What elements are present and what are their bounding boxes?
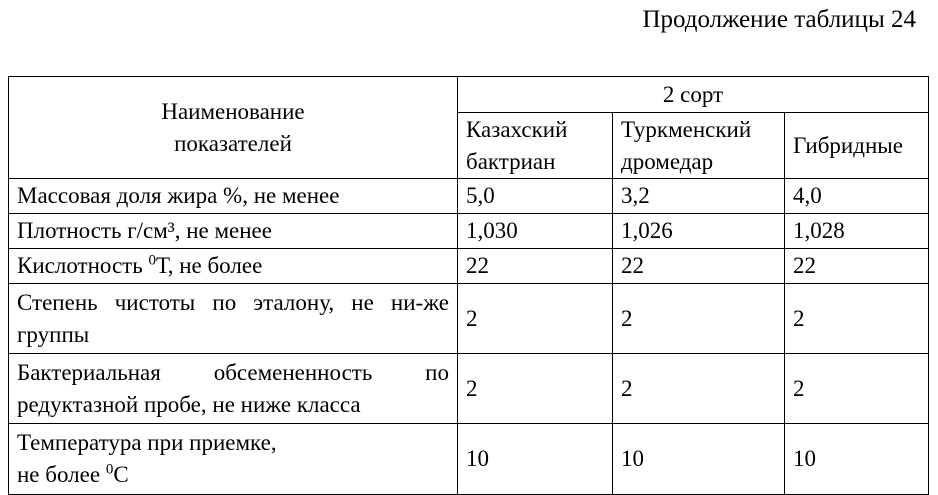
table-row: [9, 179, 929, 214]
row-temperature-line1: Температура при приемке,: [17, 430, 277, 455]
milk-quality-table: [8, 76, 929, 495]
row-bacteria-hybrid: 2: [785, 354, 929, 424]
row-purity-kazakh: 2: [458, 284, 613, 354]
row-density-kazakh: 1,030: [458, 214, 613, 249]
row-temperature-name: [9, 424, 458, 495]
row-fat-name: Массовая доля жира %, не менее: [9, 179, 458, 214]
header-col-kazakh-line2: бактриан: [466, 148, 556, 174]
row-fat-turkmen: 3,2: [613, 179, 785, 214]
row-temperature-unit: С: [113, 462, 129, 487]
row-purity-turkmen: 2: [613, 284, 785, 354]
header-col-turkmen-line1: Туркменский: [621, 116, 752, 142]
row-acidity-hybrid: 22: [785, 249, 929, 284]
table-row: [9, 284, 929, 354]
row-fat-hybrid: 4,0: [785, 179, 929, 214]
row-density-turkmen: 1,026: [613, 214, 785, 249]
header-name-line1: Наименование: [161, 98, 305, 124]
row-temperature-line2: не более: [17, 462, 106, 487]
header-col-turkmen-line2: дромедар: [621, 148, 714, 174]
row-acidity-name-suffix: Т, не более: [155, 253, 263, 278]
row-bacteria-kazakh: 2: [458, 354, 613, 424]
row-bacteria-turkmen: 2: [613, 354, 785, 424]
table-row: [9, 249, 929, 284]
header-col-kazakh: [458, 113, 613, 179]
header-grade-cell: 2 сорт: [458, 77, 929, 113]
header-row-group: [9, 77, 929, 113]
row-acidity-degree: 0: [148, 252, 156, 269]
row-temperature-degree: 0: [105, 461, 114, 478]
row-purity-name: Степень чистоты по эталону, не ни-же группы: [9, 284, 458, 354]
row-density-hybrid: 1,028: [785, 214, 929, 249]
row-acidity-name: [9, 249, 458, 284]
row-acidity-turkmen: 22: [613, 249, 785, 284]
row-acidity-name-text: Кислотность: [17, 253, 149, 278]
row-fat-kazakh: 5,0: [458, 179, 613, 214]
row-temperature-kazakh: 10: [458, 424, 613, 495]
row-temperature-hybrid: 10: [785, 424, 929, 495]
row-bacteria-name: Бактериальная обсемененность по редуктазной пробе, не ниже класса: [9, 354, 458, 424]
table-caption: Продолжение таблицы 24: [642, 6, 916, 33]
header-col-hybrid: [785, 113, 929, 179]
header-name-cell: [9, 77, 458, 179]
header-col-turkmen: [613, 113, 785, 179]
row-density-name: Плотность г/см³, не менее: [9, 214, 458, 249]
row-temperature-turkmen: 10: [613, 424, 785, 495]
header-col-hybrid-label: Гибридные: [793, 132, 903, 158]
table-row: [9, 424, 929, 495]
table-row: [9, 214, 929, 249]
row-purity-hybrid: 2: [785, 284, 929, 354]
table-row: [9, 354, 929, 424]
row-acidity-kazakh: 22: [458, 249, 613, 284]
header-col-kazakh-line1: Казахский: [466, 116, 568, 142]
header-name-line2: показателей: [174, 130, 292, 156]
